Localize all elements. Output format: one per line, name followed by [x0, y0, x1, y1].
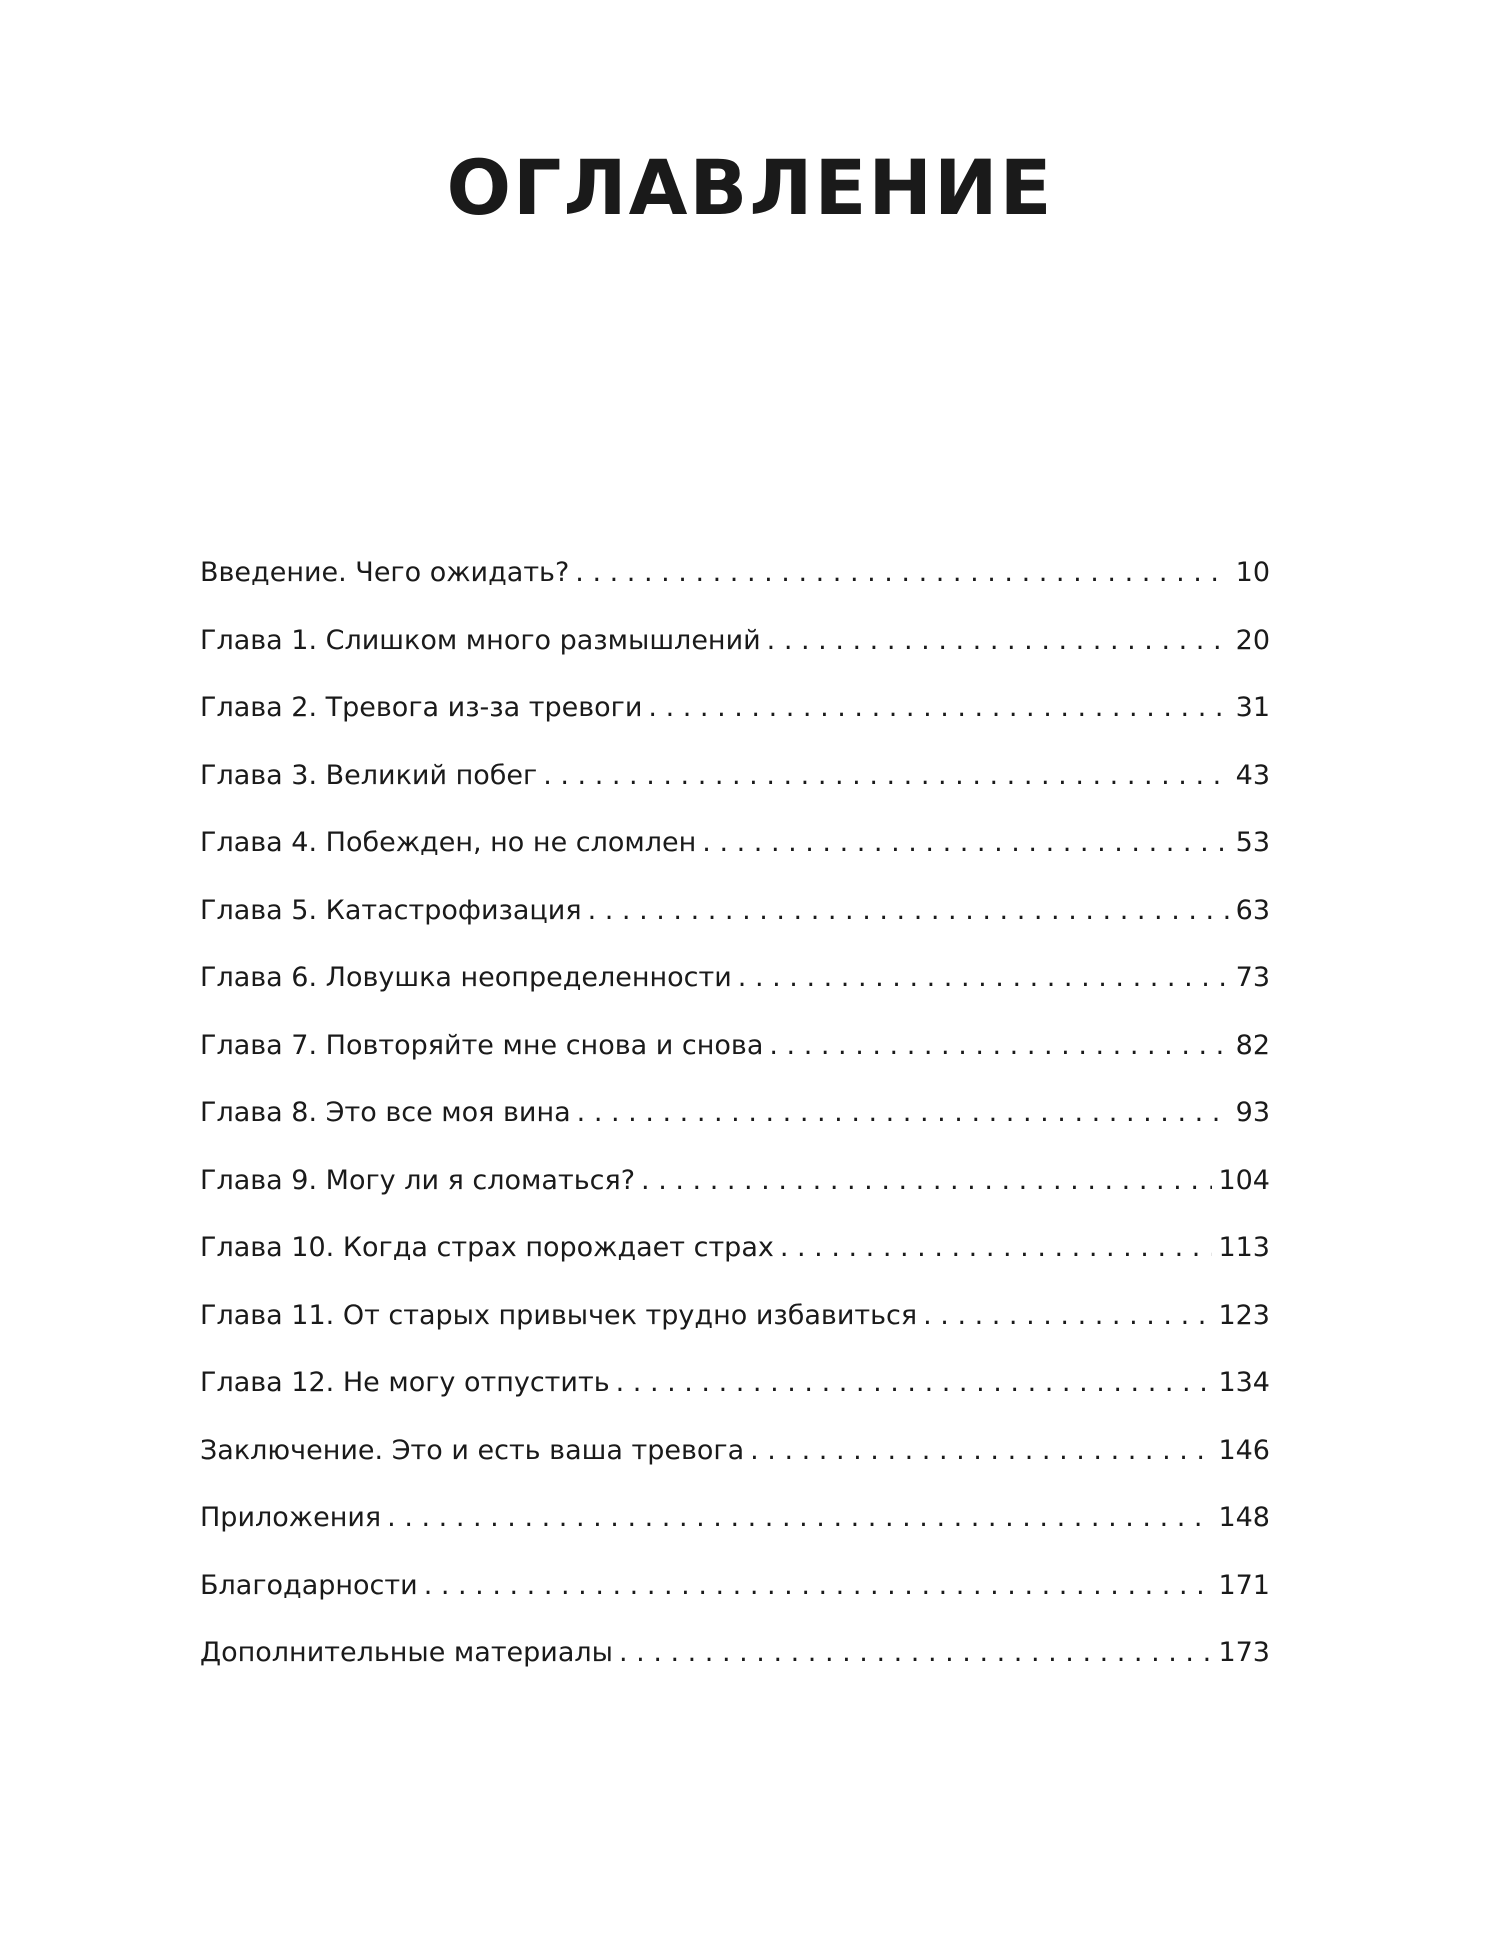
toc-entry-page: 10 [1235, 557, 1270, 588]
toc-entry-title: Глава 6. Ловушка неопределенности [200, 962, 732, 993]
toc-entry-page: 93 [1235, 1097, 1270, 1128]
toc-entry-title: Глава 11. От старых привычек трудно избавиться [200, 1299, 918, 1331]
dot-leader [767, 616, 1230, 666]
toc-entry-title: Глава 1. Слишком много размышлений [200, 624, 761, 656]
page-title: ОГЛАВЛЕНИЕ [446, 143, 1054, 232]
dot-leader [575, 548, 1229, 598]
toc-entry-page: 148 [1218, 1502, 1270, 1533]
toc-entry[interactable] [200, 1223, 1270, 1291]
dot-leader [750, 1426, 1212, 1476]
toc-entry[interactable] [200, 1021, 1270, 1089]
toc-entry[interactable] [200, 818, 1270, 886]
dot-leader [424, 1561, 1213, 1611]
dot-leader [738, 953, 1230, 1003]
toc-entry-page: 20 [1235, 624, 1270, 656]
toc-entry[interactable] [200, 1561, 1270, 1629]
toc-entry-page: 73 [1235, 962, 1270, 993]
toc-entry[interactable] [200, 1291, 1270, 1359]
toc-entry-title: Глава 10. Когда страх порождает страх [200, 1232, 774, 1263]
toc-entry-page: 53 [1235, 827, 1270, 858]
dot-leader [923, 1291, 1212, 1341]
toc-entry[interactable] [200, 886, 1270, 954]
toc-entry-title: Глава 5. Катастрофизация [200, 894, 582, 926]
toc-entry-title: Глава 12. Не могу отпустить [200, 1367, 610, 1398]
toc-entry-title: Благодарности [200, 1569, 418, 1601]
dot-leader [577, 1088, 1230, 1138]
dot-leader [648, 683, 1229, 733]
dot-leader [387, 1493, 1212, 1543]
toc-entry-title: Глава 4. Побежден, но не сломлен [200, 827, 697, 858]
dot-leader [769, 1021, 1229, 1071]
toc-entry-title: Введение. Чего ожидать? [200, 557, 570, 588]
toc-entry-page: 63 [1235, 894, 1270, 926]
dot-leader [543, 751, 1229, 801]
dot-leader [619, 1628, 1212, 1678]
toc-entry-title: Приложения [200, 1502, 382, 1533]
toc-entry[interactable] [200, 1628, 1270, 1696]
toc-entry-title: Глава 7. Повторяйте мне снова и снова [200, 1029, 764, 1061]
toc-entry-title: Глава 9. Могу ли я сломаться? [200, 1164, 636, 1196]
dot-leader [616, 1358, 1213, 1408]
toc-entry[interactable] [200, 548, 1270, 616]
toc-entry-title: Дополнительные материалы [200, 1637, 613, 1668]
toc-entry[interactable] [200, 751, 1270, 819]
toc-entry-page: 31 [1235, 692, 1270, 723]
toc-entry[interactable] [200, 953, 1270, 1021]
toc-entry[interactable] [200, 1493, 1270, 1561]
dot-leader [641, 1156, 1212, 1206]
toc-entry[interactable] [200, 1358, 1270, 1426]
toc-entry-page: 43 [1235, 759, 1270, 791]
toc-entry-page: 171 [1218, 1569, 1270, 1601]
toc-entry-title: Заключение. Это и есть ваша тревога [200, 1434, 745, 1466]
toc-entry[interactable] [200, 1426, 1270, 1494]
dot-leader [780, 1223, 1213, 1273]
toc-entry[interactable] [200, 1156, 1270, 1224]
dot-leader [588, 886, 1230, 936]
toc-entry-title: Глава 8. Это все моя вина [200, 1097, 571, 1128]
toc-entry-page: 82 [1235, 1029, 1270, 1061]
toc-entry-page: 146 [1218, 1434, 1270, 1466]
toc-entry-title: Глава 2. Тревога из-за тревоги [200, 692, 643, 723]
toc-entry-page: 104 [1218, 1164, 1270, 1196]
toc-entry[interactable] [200, 683, 1270, 751]
toc-entry-page: 134 [1218, 1367, 1270, 1398]
toc-entry-page: 113 [1218, 1232, 1270, 1263]
toc-entry-page: 123 [1218, 1299, 1270, 1331]
toc-entry[interactable] [200, 616, 1270, 684]
table-of-contents [200, 548, 1270, 1696]
toc-entry-title: Глава 3. Великий побег [200, 759, 538, 791]
dot-leader [702, 818, 1229, 868]
toc-entry-page: 173 [1218, 1637, 1270, 1668]
toc-entry[interactable] [200, 1088, 1270, 1156]
